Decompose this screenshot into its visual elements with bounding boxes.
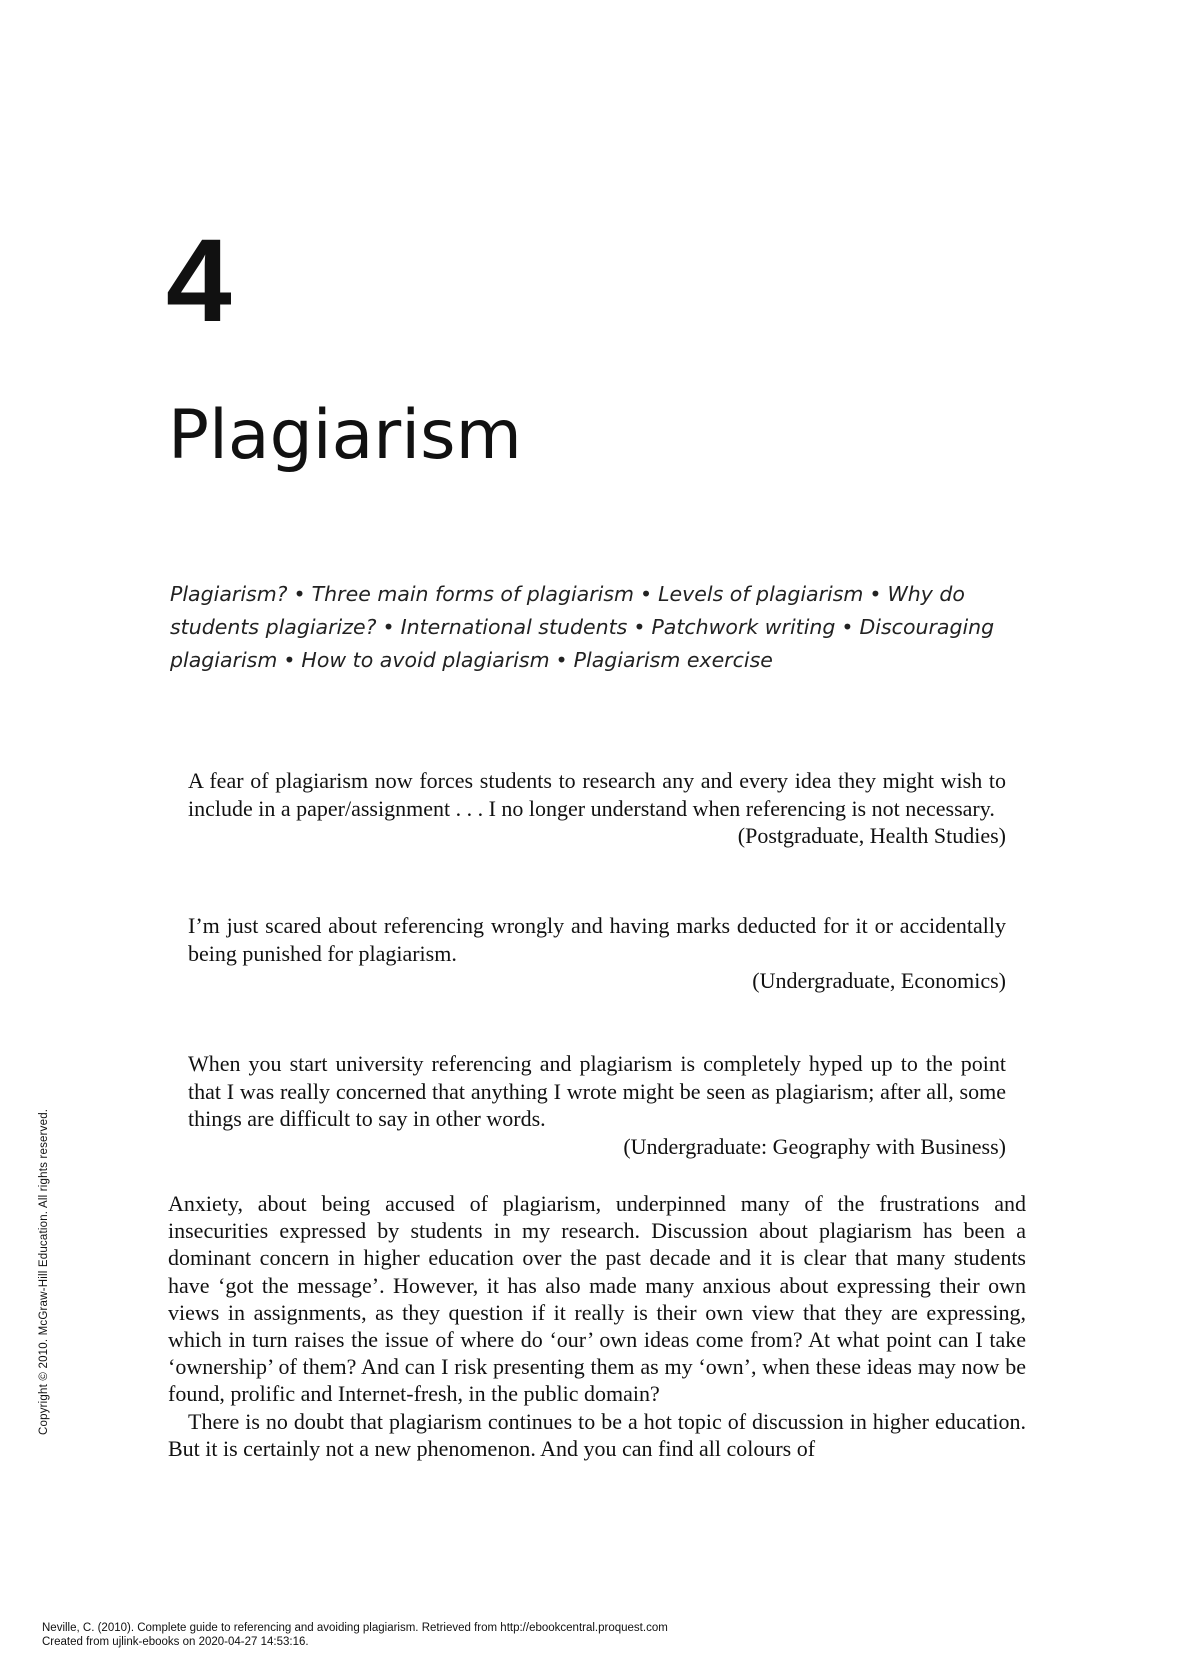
contents-item: Plagiarism exercise	[573, 648, 773, 672]
contents-item: Why do students plagiarize?	[170, 582, 965, 639]
bullet-separator: •	[869, 582, 882, 606]
bullet-separator: •	[293, 582, 306, 606]
contents-item: Levels of plagiarism	[658, 582, 864, 606]
quote-text: When you start university referencing and plagiarism is completely hyped up to the point that I was really concerned that anything I wrote might be seen as plagiarism; after all, some things are difficult to say in other words.	[188, 1051, 1006, 1131]
bullet-separator: •	[382, 615, 395, 639]
contents-item: International students	[400, 615, 628, 639]
student-quote	[188, 912, 1006, 995]
chapter-title: Plagiarism	[168, 396, 522, 475]
quote-source: (Postgraduate, Health Studies)	[737, 823, 1006, 848]
chapter-number: 4	[166, 215, 230, 347]
bullet-separator: •	[640, 582, 653, 606]
bullet-separator: •	[633, 615, 646, 639]
quote-text: I’m just scared about referencing wrongly and having marks deducted for it or accidentally being punished for plagiarism.	[188, 913, 1006, 966]
quote-text: A fear of plagiarism now forces students to research any and every idea they might wish to include in a paper/assignment . . . I no longer understand when referencing is not necessary.	[188, 768, 1006, 821]
page-footer	[42, 1621, 668, 1649]
contents-item: Discouraging plagiarism	[170, 615, 995, 672]
bullet-separator: •	[841, 615, 854, 639]
bullet-separator: •	[555, 648, 568, 672]
copyright-notice: Copyright © 2010. McGraw-Hill Education. All rights reserved.	[38, 1108, 50, 1435]
body-text	[168, 1190, 1026, 1462]
chapter-contents	[170, 578, 1030, 677]
body-paragraph: There is no doubt that plagiarism continues to be a hot topic of discussion in higher education. But it is certainly not a new phenomenon. And you can find all colours of	[168, 1408, 1026, 1461]
citation-line: Neville, C. (2010). Complete guide to referencing and avoiding plagiarism. Retrieved from http://ebookcentral.proquest.com	[42, 1622, 668, 1634]
contents-item: Plagiarism?	[170, 582, 288, 606]
quote-source: (Undergraduate, Economics)	[752, 968, 1006, 993]
contents-item: Three main forms of plagiarism	[311, 582, 635, 606]
quote-source: (Undergraduate: Geography with Business)	[623, 1133, 1006, 1159]
student-quote	[188, 767, 1006, 850]
student-quote	[188, 1050, 1006, 1160]
bullet-separator: •	[283, 648, 296, 672]
created-line: Created from ujlink-ebooks on 2020-04-27 14:53:16.	[42, 1636, 309, 1648]
body-paragraph: Anxiety, about being accused of plagiarism, underpinned many of the frustrations and insecurities expressed by students in my research. Discussion about plagiarism has been a dominant concern in higher education over the past decade and it is clear that many students have ‘got the message’. However, it has also made many anxious about expressing their own views in assignments, as they question if it really is their own view that they are expressing, which in turn raises the issue of where do ‘our’ own ideas come from? At what point can I take ‘ownership’ of them? And can I risk presenting them as my ‘own’, when these ideas may now be found, prolific and Internet-fresh, in the public domain?	[168, 1191, 1026, 1407]
contents-item: Patchwork writing	[651, 615, 836, 639]
contents-item: How to avoid plagiarism	[301, 648, 550, 672]
